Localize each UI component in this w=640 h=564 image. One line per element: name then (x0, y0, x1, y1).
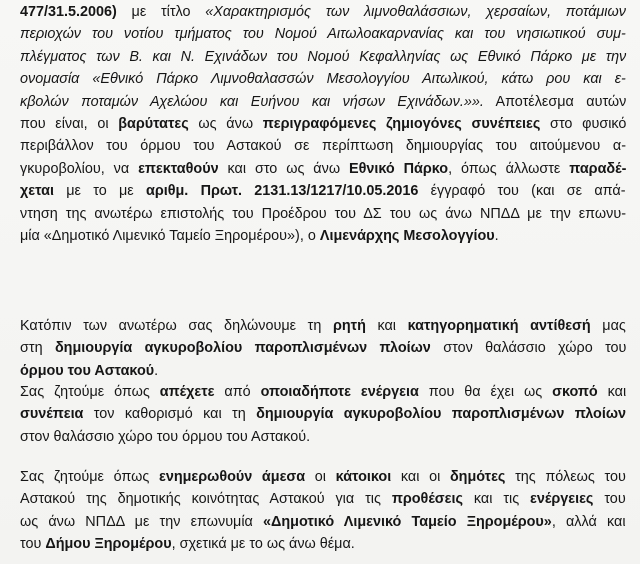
text-run: με το με (53, 183, 146, 200)
text-run: Σας ζητούμε όπως (20, 469, 159, 485)
text-line (20, 360, 626, 382)
bold-text-run: κάτοικοι (335, 469, 392, 485)
bold-text-run: επεκταθούν (138, 160, 219, 177)
bold-text-run: δημιουργία αγκυροβολίου παροπλισμένων πλοίων (256, 406, 626, 423)
text-run: και στο ως άνω (218, 160, 349, 177)
text-run: γκυροβολίου, να (20, 160, 139, 177)
text-line (20, 23, 626, 45)
bold-text-run: προθέσεις (391, 491, 463, 508)
text-line (20, 91, 626, 113)
text-line (20, 68, 626, 90)
italic-text-run: πλέγματος των Β. και Ν. Εχινάδων του Νομού Κεφαλληνίας ως Εθνικό Πάρκο με την (20, 48, 627, 65)
text-run: από (214, 384, 261, 400)
text-line (20, 1, 626, 23)
text-line (20, 403, 626, 425)
bold-text-run: σκοπό (552, 384, 598, 400)
text-run: . (494, 228, 499, 245)
italic-text-run: «Χαρακτηρισμός των λιμνοθαλάσσιων, χερσαίων, ποτάμιων (205, 4, 626, 20)
text-line (20, 158, 626, 180)
bold-text-run: Δήμου Ξηρομέρου (45, 536, 172, 553)
text-line (20, 46, 626, 68)
text-run: οι (305, 469, 336, 485)
bold-text-run: απέχετε (159, 384, 215, 400)
italic-text-run: ονομασία «Εθνικό Πάρκο Λιμνοθαλασσών Μεσολογγίου Αιτωλικού, κάτω ρου και ε- (20, 71, 626, 88)
bold-text-run: συνέπεια (20, 406, 84, 423)
text-run: με τίτλο (116, 4, 206, 20)
text-run: στον θαλάσσιο χώρο του όρμου του Αστακού. (20, 428, 311, 445)
text-run: και τις (462, 491, 531, 508)
text-run: Σας ζητούμε όπως (20, 384, 160, 400)
bold-text-run: 477/31.5.2006) (20, 4, 117, 20)
text-line (20, 225, 626, 247)
text-line (20, 135, 626, 157)
text-line (20, 113, 626, 135)
text-line (20, 466, 626, 488)
paragraph-inform-residents-request (20, 466, 626, 556)
bold-text-run: περιγραφόμενες ζημιογόνες συνέπειες (262, 116, 541, 133)
text-run: και (597, 384, 627, 400)
bold-text-run: βαρύτατες (118, 116, 189, 133)
text-run: του (593, 491, 626, 508)
bold-text-run: δημότες (449, 469, 506, 485)
text-run: του (20, 536, 46, 553)
text-run: ως άνω (188, 116, 263, 133)
text-run: και οι (391, 469, 450, 485)
text-run: ως άνω ΝΠΔΔ με την επωνυμία (20, 513, 264, 530)
bold-text-run: κατηγορηματική αντίθεσή (407, 318, 591, 334)
text-run: . (154, 362, 159, 379)
text-line (20, 533, 626, 555)
italic-text-run: περιοχών του νοτίου τμήματος του Νομού Αιτωλοακαρνανίας και του νησιωτικού συμ- (20, 26, 626, 43)
text-run: στον θαλάσσιο χώρο του (430, 340, 627, 357)
bold-text-run: Λιμενάρχης Μεσολογγίου (319, 228, 495, 245)
text-line (20, 203, 626, 225)
bold-text-run: ρητή (332, 318, 366, 334)
text-run: που είναι, οι (20, 116, 119, 133)
text-run: και (365, 318, 408, 334)
text-line (20, 488, 626, 510)
text-line (20, 315, 626, 337)
text-line (20, 511, 626, 533)
text-run: Αστακού της δημοτικής κοινότητας Αστακού για τις (20, 491, 392, 508)
text-run: έγγραφό του (και σε απά- (418, 183, 626, 200)
italic-text-run: κβολών ποταμών Αχελώου και Ευήνου και νήσων Εχινάδων.»». (20, 93, 484, 110)
bold-text-run: χεται (20, 183, 54, 200)
text-run: μας (590, 318, 626, 334)
text-line (20, 381, 626, 403)
text-run: ντηση της ανωτέρω επιστολής του Προέδρου του ΔΣ του ως άνω ΝΠΔΔ με την επωνυ- (20, 205, 627, 222)
text-run: Κατόπιν των ανωτέρω σας δηλώνουμε τη (20, 318, 333, 334)
bold-text-run: ενημερωθούν άμεσα (159, 469, 306, 485)
text-run: Αποτέλεσμα αυτών (483, 93, 627, 110)
text-run: τον καθορισμό και τη (83, 406, 257, 423)
text-run: , αλλά και (551, 513, 626, 530)
text-run: στο φυσικό (540, 116, 627, 133)
paragraph-opposition-statement (20, 315, 626, 382)
paragraph-abstain-request (20, 381, 626, 448)
bold-text-run: ενέργειες (530, 491, 594, 508)
bold-text-run: αριθμ. Πρωτ. 2131.13/1217/10.05.2016 (145, 183, 419, 200)
bold-text-run: όρμου του Αστακού (20, 362, 155, 379)
text-line (20, 426, 626, 448)
text-run: , σχετικά με το ως άνω θέμα. (171, 536, 355, 553)
bold-text-run: οποιαδήποτε ενέργεια (260, 384, 419, 400)
text-run: της πόλεως του (505, 469, 626, 485)
text-line (20, 337, 626, 359)
bold-text-run: παραδέ- (569, 160, 627, 177)
text-run: που θα έχει ως (418, 384, 553, 400)
text-run: περιβάλλον του όρμου του Αστακού σε περίπτωση δημιουργίας του αιτούμενου α- (20, 138, 626, 155)
text-run: μία «Δημοτικό Λιμενικό Ταμείο Ξηρομέρου»), ο (20, 228, 320, 245)
text-run: στη (20, 340, 55, 357)
text-run: , όπως άλλωστε (448, 160, 570, 177)
paragraph-national-park-consequences (20, 1, 626, 247)
bold-text-run: Εθνικό Πάρκο (348, 160, 449, 177)
text-line (20, 180, 626, 202)
bold-text-run: δημιουργία αγκυροβολίου παροπλισμένων πλοίων (54, 340, 431, 357)
bold-text-run: «Δημοτικό Λιμενικό Ταμείο Ξηρομέρου» (263, 513, 552, 530)
